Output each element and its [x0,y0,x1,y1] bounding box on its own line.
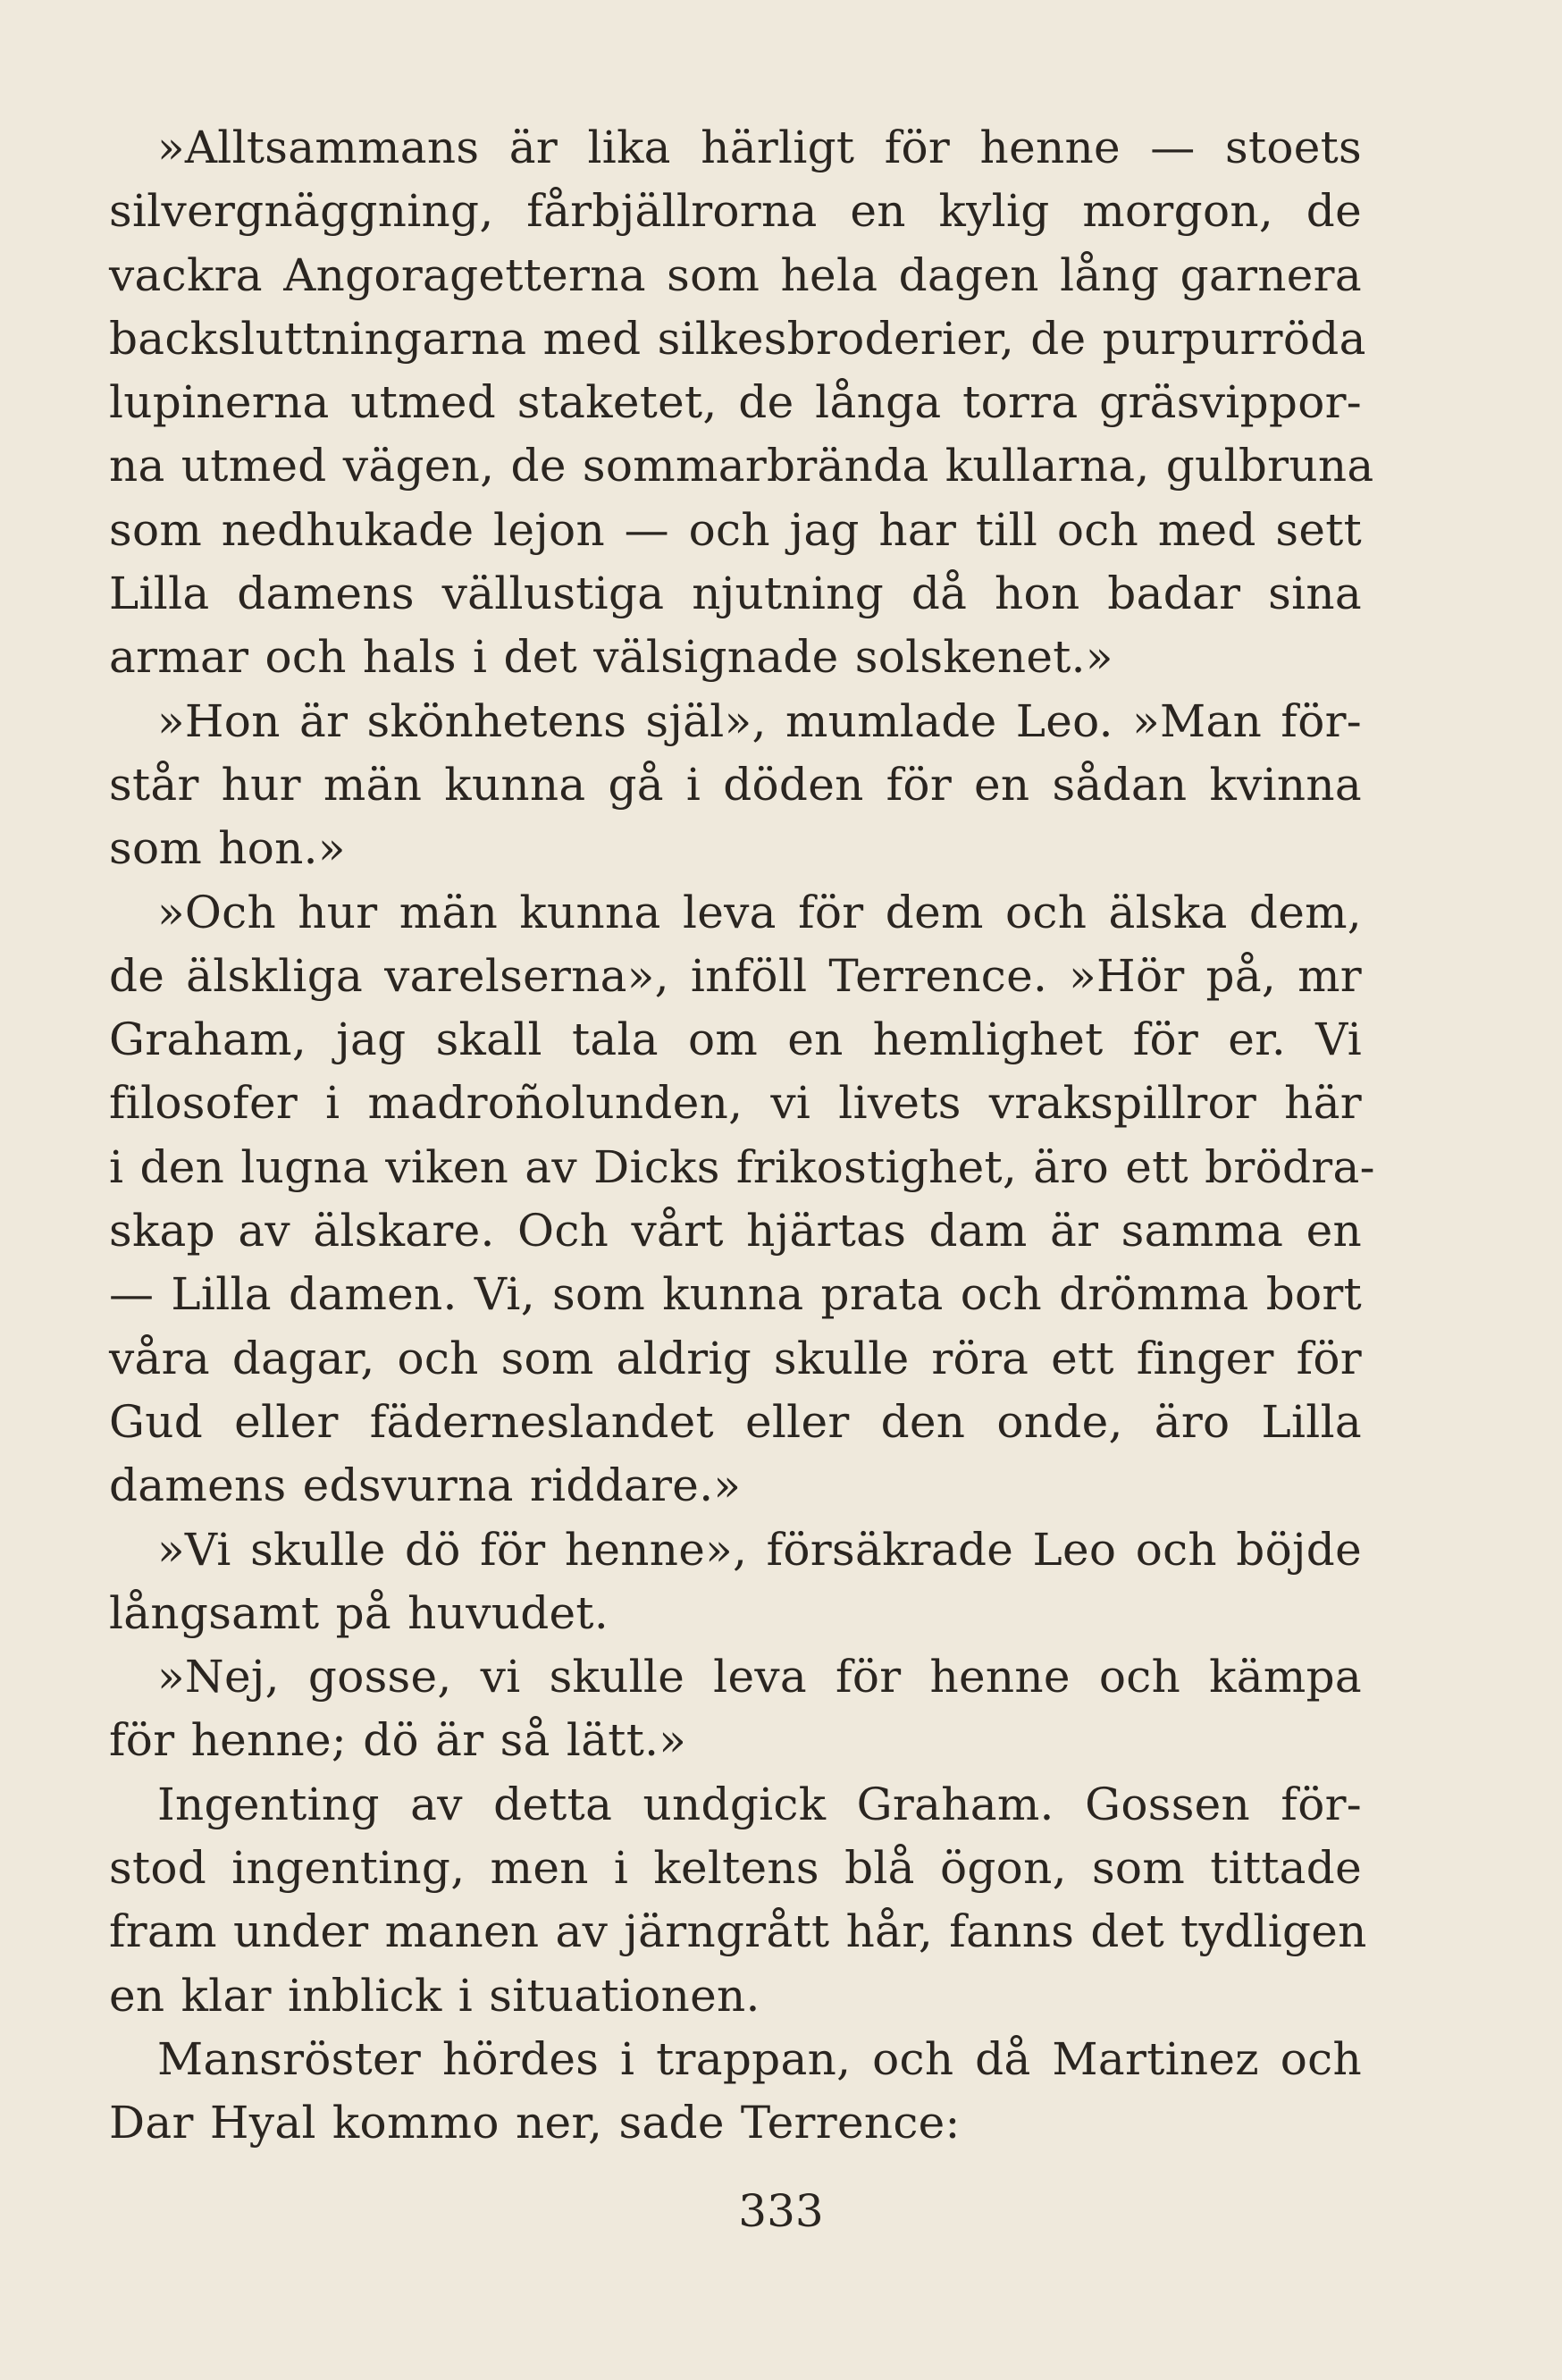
text-line: »Hon är skönhetens själ», mumlade Leo. »Man för- [157,694,1362,747]
text-line: som hon.» [109,822,346,875]
text-line: Dar Hyal kommo ner, sade Terrence: [109,2097,961,2149]
text-line: de älskliga varelserna», inföll Terrence. »Hör på, mr [109,949,1362,1002]
body-text [109,116,1375,2156]
text-line: backsluttningarna med silkesbroderier, de purpurröda [109,312,1366,365]
text-line: skap av älskare. Och vårt hjärtas dam är samma en [109,1205,1362,1257]
text-line: damens edsvurna riddare.» [109,1459,742,1512]
text-line: stod ingenting, men i keltens blå ögon, som tittade [109,1842,1362,1895]
text-line: »Och hur män kunna leva för dem och älska dem, [157,886,1362,938]
text-line: lupinerna utmed staketet, de långa torra gräsvippor- [109,376,1362,429]
text-line: »Alltsammans är lika härligt för henne — stoets [157,122,1362,173]
text-line: som nedhukade lejon — och jag har till och med sett [109,503,1362,556]
text-line: Graham, jag skall tala om en hemlighet för er. Vi [109,1013,1362,1066]
text-line: långsamt på huvudet. [109,1586,609,1639]
text-line: för henne; dö är så lätt.» [109,1714,687,1767]
text-line: Gud eller fäderneslandet eller den onde, äro Lilla [109,1395,1362,1448]
text-line: vackra Angoragetterna som hela dagen lång garnera [109,248,1362,301]
text-line: na utmed vägen, de sommarbrända kullarna, gulbruna [109,440,1374,492]
text-line: fram under manen av järngrått hår, fanns det tydligen [109,1905,1367,1958]
text-line: i den lugna viken av Dicks frikostighet, äro ett brödra- [109,1140,1375,1193]
text-line: Ingenting av detta undgick Graham. Gossen för- [157,1778,1362,1830]
page-number: 333 [738,2185,824,2237]
text-line: »Vi skulle dö för henne», försäkrade Leo och böjde [157,1523,1362,1576]
text-line: armar och hals i det välsignade solskenet.» [109,631,1113,684]
text-line: silvergnäggning, fårbjällrorna en kylig morgon, de [109,185,1362,238]
text-line: filosofer i madroñolunden, vi livets vrakspillror här [109,1077,1362,1130]
text-line: Lilla damens vällustiga njutning då hon badar sina [109,568,1362,620]
text-line: »Nej, gosse, vi skulle leva för henne och kämpa [157,1651,1362,1703]
text-line: våra dagar, och som aldrig skulle röra ett finger för [109,1332,1362,1384]
text-line: Mansröster hördes i trappan, och då Martinez och [157,2032,1362,2085]
text-line: står hur män kunna gå i döden för en sådan kvinna [109,758,1362,811]
text-line: — Lilla damen. Vi, som kunna prata och drömma bort [109,1268,1362,1321]
text-line: en klar inblick i situationen. [109,1969,760,2022]
